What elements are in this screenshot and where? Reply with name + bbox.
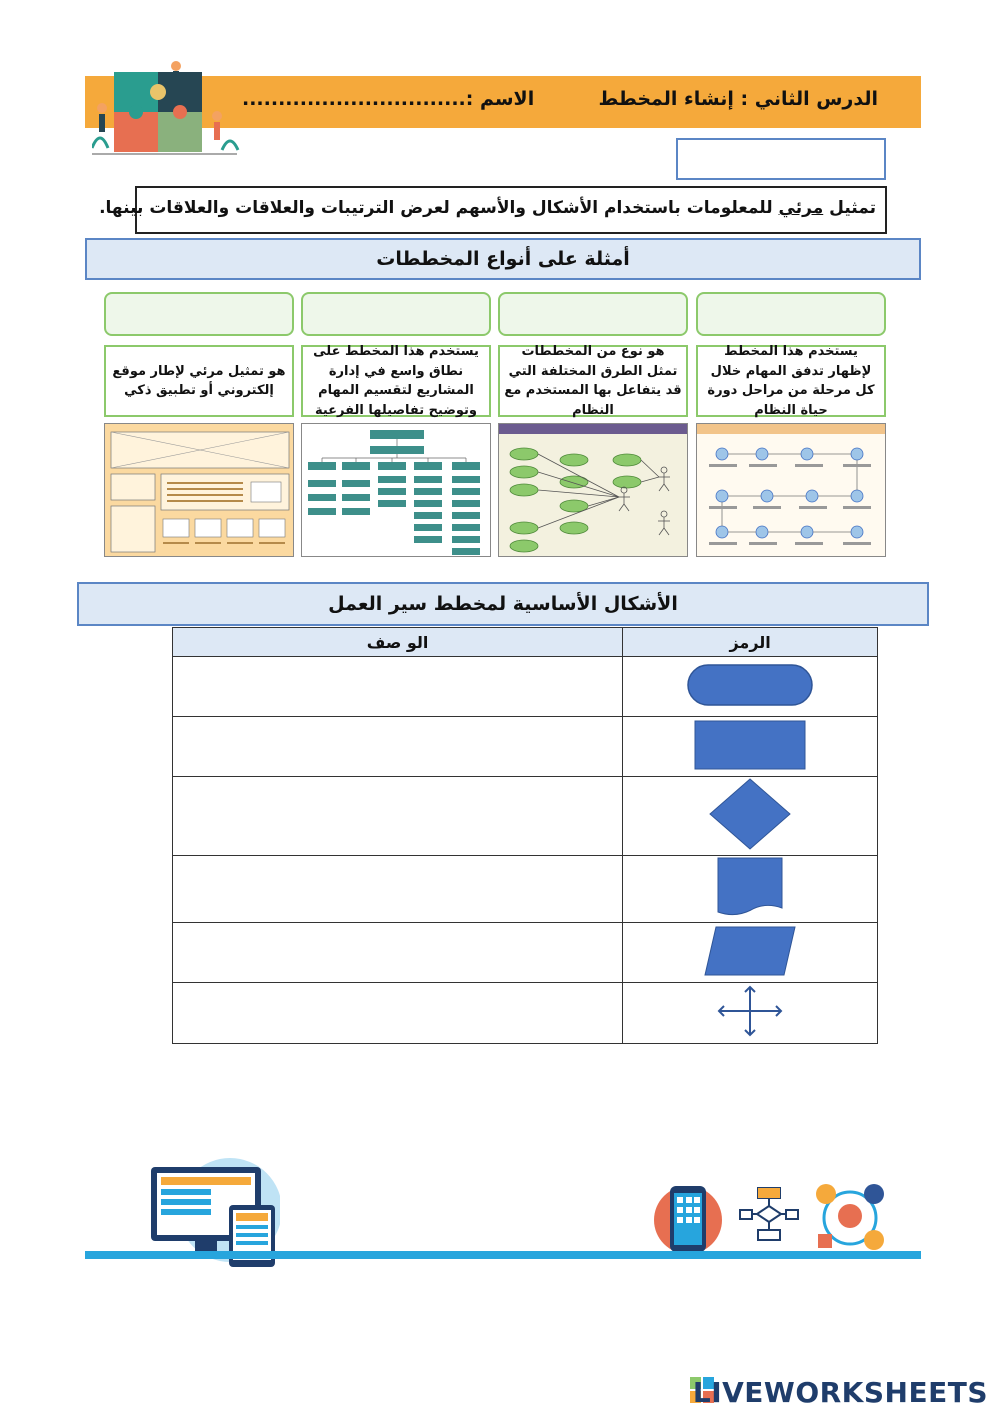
answer-box-4[interactable]: [104, 292, 294, 336]
use-case-diagram-thumbnail: [498, 423, 688, 557]
description-cell-process[interactable]: [173, 717, 623, 777]
name-field-label[interactable]: الاسم :...............................: [242, 88, 535, 110]
wireframe-thumbnail: [104, 423, 294, 557]
example-description-2: هو نوع من المخططات تمثل الطرق المختلفة التي قد يتفاعل بها المستخدم مع النظام: [498, 345, 688, 417]
process-rectangle-icon: [692, 718, 808, 772]
answer-blank-box[interactable]: [676, 138, 886, 180]
example-description-3: يستخدم هذا المخطط على نطاق واسع في إدارة المشاريع لتقسيم المهام وتوضيح تفاصيلها الفرعية: [301, 345, 491, 417]
input-output-parallelogram-icon: [702, 924, 798, 978]
flowchart-symbols-table: [172, 627, 878, 1044]
symbol-column-header: الرمز: [623, 628, 878, 657]
answer-box-2[interactable]: [498, 292, 688, 336]
examples-section-title: أمثلة على أنواع المخططات: [85, 238, 921, 280]
description-cell-decision[interactable]: [173, 777, 623, 856]
liveworksheets-brand: LIVEWORKSHEETS: [692, 1376, 988, 1409]
description-cell-input-output[interactable]: [173, 923, 623, 983]
description-cell-connector[interactable]: [173, 983, 623, 1044]
answer-box-3[interactable]: [301, 292, 491, 336]
description-column-header: الو صف: [173, 628, 623, 657]
connector-cross-arrows-icon: [715, 983, 785, 1039]
lesson-title: الدرس الثاني : إنشاء المخطط: [598, 88, 878, 110]
description-cell-document[interactable]: [173, 856, 623, 923]
example-description-1: يستخدم هذا المخطط لإظهار تدفق المهام خلال كل مرحلة من مراحل دورة حياة النظام: [696, 345, 886, 417]
answer-box-1[interactable]: [696, 292, 886, 336]
footer-line: [85, 1251, 921, 1259]
work-breakdown-structure-thumbnail: [301, 423, 491, 557]
example-description-4: هو تمثيل مرئي لإطار موقع إلكتروني أو تطبيق ذكي: [104, 345, 294, 417]
decision-diamond-icon: [708, 777, 792, 851]
description-cell-terminator[interactable]: [173, 657, 623, 717]
data-flow-diagram-thumbnail: [696, 423, 886, 557]
flowchart-apps-icons-illustration: [650, 1180, 890, 1255]
terminator-oval-icon: [685, 661, 815, 709]
definition-text: تمثيل مرئي للمعلومات باستخدام الأشكال والأسهم لعرض الترتيبات والعلاقات والعلاقات بينها.: [99, 198, 876, 218]
puzzle-team-illustration: [92, 58, 242, 158]
shapes-section-title: الأشكال الأساسية لمخطط سير العمل: [77, 582, 929, 626]
document-shape-icon: [715, 856, 785, 918]
